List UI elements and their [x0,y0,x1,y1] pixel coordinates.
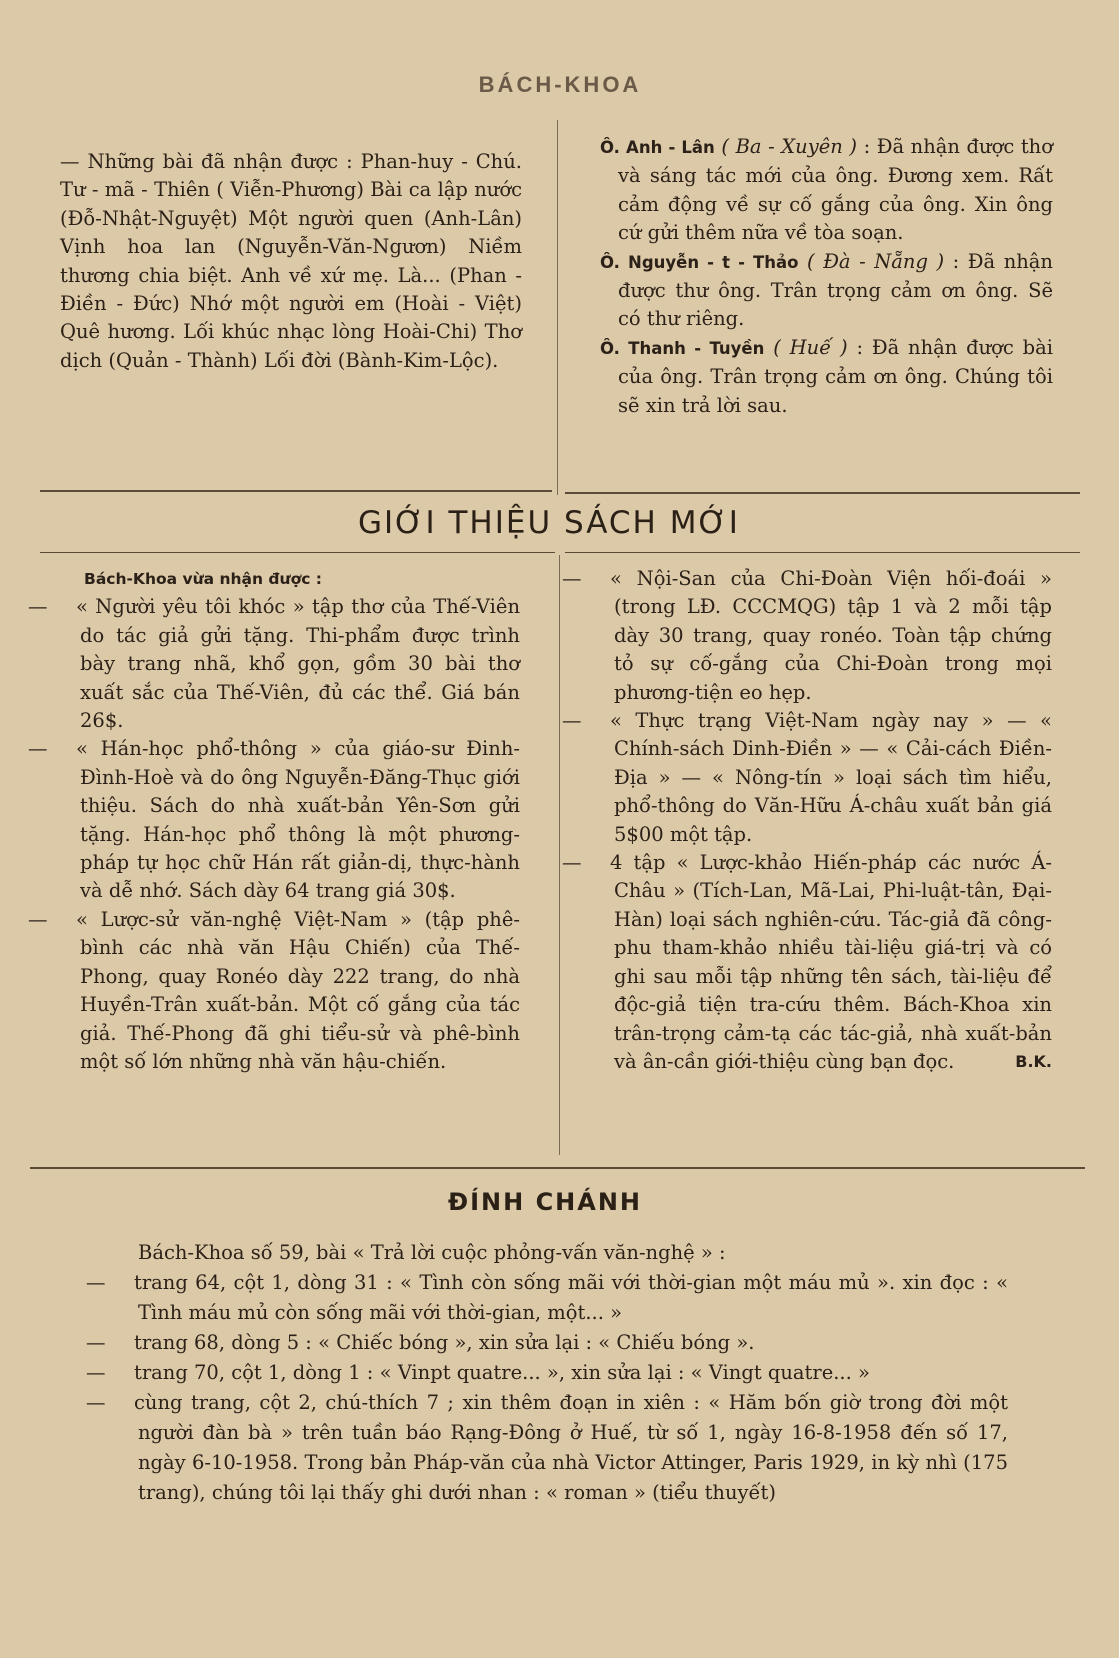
dash: — [562,851,582,875]
reply-thanh-tuyen [583,334,1053,420]
new-books-right-column [562,565,1052,1076]
correction-item [86,1328,1008,1358]
book-text: « Thực trạng Việt-Nam ngày nay » — « Chính-sách Dinh-Điền » — « Cải-cách Điền-Địa » — « Nông-tín » loại sách tìm hiểu, phổ-thông do Văn-Hữu Á-châu xuất bản giá 5$00 một tập. [610,709,1052,846]
book-text: « Lược-sử văn-nghệ Việt-Nam » (tập phê-bình các nhà văn Hậu Chiến) của Thế-Phong, quay Ronéo dày 222 trang, do nhà Huyền-Trân xuất-bản. Một cố gắng của tác giả. Thế-Phong đã ghi tiểu-sử và phê-bình một số lớn những nhà văn hậu-chiến. [76,907,520,1073]
reply-place: ( Ba - Xuyên ) [721,135,858,158]
top-right-column [583,133,1053,420]
new-books-left-column [28,565,520,1076]
corrections-body [86,1238,1008,1508]
new-books-intro: Bách-Khoa vừa nhận được : [84,570,322,588]
signature: B.K. [1015,1051,1052,1071]
column-divider-middle [559,555,560,1155]
reply-text: : Đã nhận được thư ông. Trân trọng cảm ơn ông. Sẽ có thư riêng. [618,249,1053,331]
dash: — [86,1271,106,1294]
book-text: « Người yêu tôi khóc » tập thơ của Thế-Viên do tác giả gửi tặng. Thi-phẩm được trình bày trang nhã, khổ gọn, gồm 30 bài thơ xuất sắc của Thế-Viên, đủ các thể. Giá bán 26$. [76,595,520,733]
dash: — [28,595,48,619]
correction-text: trang 68, dòng 5 : « Chiếc bóng », xin sửa lại : « Chiếu bóng ». [134,1331,755,1354]
dash: — [86,1331,106,1354]
rule-section1-bottom [30,1167,1085,1169]
dash: — [562,567,582,590]
book-text: 4 tập « Lược-khảo Hiến-pháp các nước Á-Châu » (Tích-Lan, Mã-Lai, Phi-luật-tân, Đại-Hàn) loại sách nghiên-cứu. Tác-giả đã công-phu tham-khảo nhiều tài-liệu giá-trị và có ghi sau mỗi tập những tên sách, tài-liệu để độc-giả tiện tra-cứu thêm. Bách-Khoa xin trân-trọng cảm-tạ các tác-giả, nhà xuất-bản và ân-cần giới-thiệu cùng bạn đọc. [610,851,1052,1073]
book-thuc-trang [562,707,1052,849]
correction-text: cùng trang, cột 2, chú-thích 7 ; xin thêm đoạn in xiên : « Hăm bốn giờ trong đời một người đàn bà » trên tuần báo Rạng-Đông ở Huế, từ số 1, ngày 16-8-1958 đến số 17, ngày 6-10-1958. Trong bản Pháp-văn của nhà Victor Attinger, Paris 1929, in kỳ nhì (175 trang), chúng tôi lại thấy ghi dưới nhan : « roman » (tiểu thuyết) [134,1391,1008,1504]
book-han-hoc-pho-thong [28,735,520,905]
received-works-notice: — Những bài đã nhận được : Phan-huy - Chú. Tư - mã - Thiên ( Viễn-Phương) Bài ca lập nước (Đỗ-Nhật-Nguyệt) Một người quen (Anh-Lân) Vịnh hoa lan (Nguyễn-Văn-Ngươn) Niềm thương chia biệt. Anh về xứ mẹ. Là... (Phan - Điền - Đức) Nhớ một người em (Hoài - Việt) Quê hương. Lối khúc nhạc lòng Hoài-Chi) Thơ dịch (Quản - Thành) Lối đời (Bành-Kim-Lộc). [60,150,522,372]
dash: — [86,1391,106,1414]
rule-top-right [565,492,1080,494]
reply-place: ( Huế ) [773,335,848,359]
dash: — [86,1361,106,1384]
book-nguoi-yeu-toi-khoc [28,593,520,735]
correction-text: trang 64, cột 1, dòng 31 : « Tình còn sống mãi với thời-gian một máu mủ ». xin đọc : « Tình máu mủ còn sống mãi với thời-gian, một... » [134,1271,1008,1324]
book-luoc-su-van-nghe [28,906,520,1076]
rule-section1-left [40,552,555,553]
reply-text: : Đã nhận được thơ và sáng tác mới của ông. Đương xem. Rất cảm động về sự cố gắng của ông. Xin ông cứ gửi thêm nữa về tòa soạn. [618,135,1053,245]
column-divider-top [557,120,558,495]
section-title-corrections: ĐÍNH CHÁNH [448,1188,643,1216]
book-luoc-khao-hien-phap [562,849,1052,1076]
reply-name: Ô. Thanh - Tuyền [600,338,765,358]
section-title-new-books: GIỚI THIỆU SÁCH MỚI [358,505,740,541]
rule-section1-right [565,552,1080,553]
page-header: BÁCH-KHOA [478,72,642,97]
top-left-column [60,148,522,375]
reply-name: Ô. Anh - Lân [600,138,715,157]
reply-anh-lan [583,133,1053,248]
book-text: « Nội-San của Chi-Đoàn Viện hối-đoái » (trong LĐ. CCCMQG) tập 1 và 2 mỗi tập dày 30 trang, quay ronéo. Toàn tập chứng tỏ sự cố-gắng của Chi-Đoàn trong mọi phương-tiện eo hẹp. [610,567,1052,704]
corrections-intro: Bách-Khoa số 59, bài « Trả lời cuộc phỏng-vấn văn-nghệ » : [138,1241,726,1264]
dash: — [562,709,582,733]
dash: — [28,907,48,931]
reply-name: Ô. Nguyễn - t - Thảo [600,252,799,272]
rule-top-left [40,490,552,492]
reply-nguyen-t-thao [583,248,1053,334]
correction-text: trang 70, cột 1, dòng 1 : « Vinpt quatre... », xin sửa lại : « Vingt quatre... » [134,1361,870,1384]
reply-place: ( Đà - Nẵng ) [807,249,945,273]
correction-item [86,1388,1008,1508]
book-text: « Hán-học phổ-thông » của giáo-sư Đinh-Đình-Hoè và do ông Nguyễn-Đăng-Thục giới thiệu. Sách do nhà xuất-bản Yên-Sơn gửi tặng. Hán-học phổ thông là một phương-pháp tự học chữ Hán rất giản-dị, thực-hành và dễ nhớ. Sách dày 64 trang giá 30$. [76,737,520,903]
dash: — [28,737,48,761]
book-noi-san [562,565,1052,707]
correction-item [86,1358,1008,1388]
reply-text: : Đã nhận được bài của ông. Trân trọng cảm ơn ông. Chúng tôi sẽ xin trả lời sau. [618,335,1053,417]
correction-item [86,1268,1008,1328]
